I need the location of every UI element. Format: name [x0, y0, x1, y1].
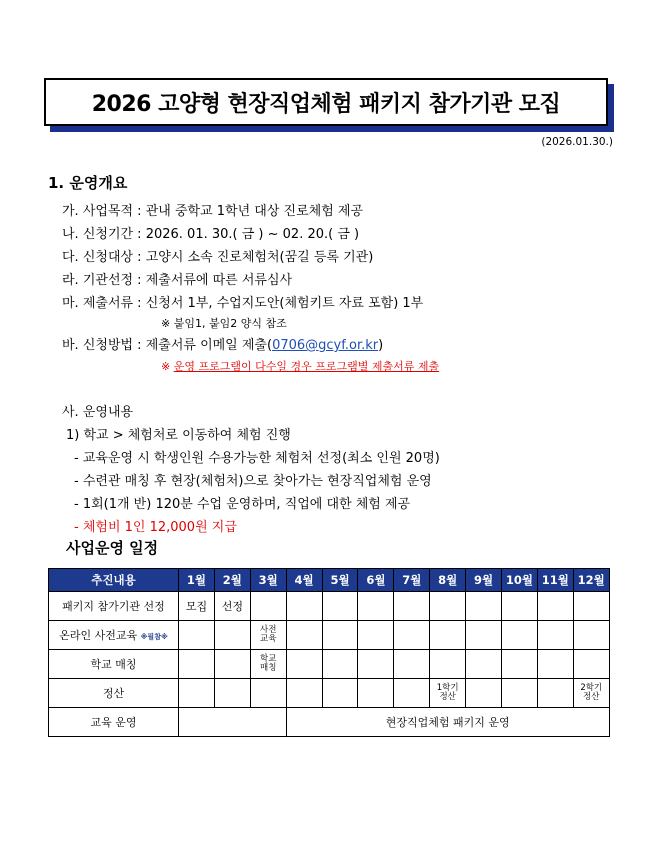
cell-text: 학교	[260, 654, 277, 664]
note-text: 운영 프로그램이 다수일 경우 프로그램별 제출서류 제출	[173, 360, 440, 373]
schedule-cell	[358, 679, 394, 708]
content-item: - 1회(1개 반) 120분 수업 운영하며, 직업에 대한 체험 제공	[74, 497, 411, 512]
header-cell: 6월	[358, 569, 394, 592]
schedule-cell	[394, 650, 430, 679]
schedule-cell	[250, 621, 286, 650]
schedule-cell	[502, 650, 538, 679]
page-title: 2026 고양형 현장직업체험 패키지 참가기관 모집	[44, 78, 608, 126]
content-item: - 교육운영 시 학생인원 수용가능한 체험처 선정(최소 인원 20명)	[74, 451, 440, 466]
item-documents: 마. 제출서류 : 신청서 1부, 수업지도안(체험키트 자료 포함) 1부	[62, 296, 424, 311]
note-multiple-programs	[161, 358, 439, 374]
schedule-cell	[322, 621, 358, 650]
schedule-cell	[466, 592, 502, 621]
schedule-cell	[537, 679, 573, 708]
schedule-cell: 선정	[214, 592, 250, 621]
schedule-cell	[286, 592, 322, 621]
mandatory-badge: ※필참※	[140, 633, 168, 641]
cell-text: 사전	[260, 625, 277, 635]
schedule-cell	[358, 592, 394, 621]
schedule-cell	[466, 679, 502, 708]
schedule-cell	[430, 679, 466, 708]
table-row	[49, 621, 610, 650]
header-cell: 4월	[286, 569, 322, 592]
row-label: 패키지 참가기관 선정	[49, 592, 179, 621]
header-cell: 11월	[537, 569, 573, 592]
cell-text: 1학기	[436, 683, 459, 693]
schedule-cell	[358, 621, 394, 650]
header-cell: 1월	[179, 569, 215, 592]
content-item-fee: - 체험비 1인 12,000원 지급	[74, 520, 237, 535]
schedule-cell	[179, 621, 215, 650]
content-heading: 사. 운영내용	[62, 405, 134, 420]
schedule-cell	[322, 679, 358, 708]
header-cell: 8월	[430, 569, 466, 592]
table-row	[49, 592, 610, 621]
schedule-cell	[430, 592, 466, 621]
schedule-cell	[250, 650, 286, 679]
schedule-cell	[179, 650, 215, 679]
header-cell: 추진내용	[49, 569, 179, 592]
schedule-table	[48, 568, 610, 737]
table-row	[49, 708, 610, 737]
schedule-cell	[573, 650, 609, 679]
table-row	[49, 650, 610, 679]
content-subheading: 1) 학교 > 체험처로 이동하여 체험 진행	[66, 428, 291, 443]
header-cell: 7월	[394, 569, 430, 592]
schedule-cell	[573, 679, 609, 708]
schedule-cell	[537, 621, 573, 650]
item-target: 다. 신청대상 : 고양시 소속 진로체험처(꿈길 등록 기관)	[62, 250, 374, 265]
cell-text: 정산	[439, 692, 456, 702]
schedule-cell	[179, 679, 215, 708]
schedule-cell	[466, 650, 502, 679]
note-attachments: ※ 붙임1, 붙임2 양식 참조	[161, 317, 287, 330]
schedule-cell	[573, 621, 609, 650]
schedule-cell	[502, 679, 538, 708]
schedule-cell	[573, 592, 609, 621]
row-label: 학교 매칭	[49, 650, 179, 679]
note-mark: ※	[161, 360, 174, 373]
schedule-cell	[537, 650, 573, 679]
header-cell: 12월	[573, 569, 609, 592]
schedule-cell	[322, 592, 358, 621]
email-link[interactable]: 0706@gcyf.or.kr	[272, 338, 379, 353]
document-date: (2026.01.30.)	[541, 136, 613, 148]
schedule-cell	[466, 621, 502, 650]
row-label: 교육 운영	[49, 708, 179, 737]
schedule-cell	[214, 679, 250, 708]
schedule-cell	[537, 592, 573, 621]
cell-text: 매칭	[260, 663, 277, 673]
apply-method-close: )	[378, 338, 384, 353]
cell-text: 교육	[260, 634, 277, 644]
schedule-cell	[250, 679, 286, 708]
cell-text: 정산	[583, 692, 600, 702]
schedule-cell	[286, 621, 322, 650]
schedule-cell	[286, 650, 322, 679]
schedule-cell	[179, 708, 287, 737]
header-cell: 2월	[214, 569, 250, 592]
schedule-cell	[214, 650, 250, 679]
schedule-cell	[358, 650, 394, 679]
header-cell: 10월	[502, 569, 538, 592]
item-purpose: 가. 사업목적 : 관내 중학교 1학년 대상 진로체험 제공	[62, 204, 364, 219]
row-label: 정산	[49, 679, 179, 708]
section-heading-overview: 1. 운영개요	[48, 174, 128, 192]
item-selection: 라. 기관선정 : 제출서류에 따른 서류심사	[62, 273, 293, 288]
cell-text: 2학기	[580, 683, 603, 693]
schedule-cell	[394, 621, 430, 650]
schedule-cell	[430, 650, 466, 679]
section-heading-schedule: 사업운영 일정	[66, 539, 159, 557]
schedule-cell	[322, 650, 358, 679]
schedule-span-cell: 현장직업체험 패키지 운영	[286, 708, 609, 737]
table-header-row	[49, 569, 610, 592]
apply-method-text: 바. 신청방법 : 제출서류 이메일 제출(	[62, 338, 273, 353]
schedule-cell	[250, 592, 286, 621]
row-label-text: 온라인 사전교육	[59, 629, 138, 642]
header-cell: 3월	[250, 569, 286, 592]
schedule-cell	[502, 621, 538, 650]
item-apply-method	[62, 334, 383, 353]
schedule-cell	[430, 621, 466, 650]
schedule-cell	[394, 679, 430, 708]
header-cell: 9월	[466, 569, 502, 592]
table-row	[49, 679, 610, 708]
item-period: 나. 신청기간 : 2026. 01. 30.( 금 ) ~ 02. 20.( 금 )	[62, 227, 360, 242]
schedule-cell	[394, 592, 430, 621]
row-label	[49, 621, 179, 650]
header-cell: 5월	[322, 569, 358, 592]
schedule-cell	[214, 621, 250, 650]
schedule-cell	[286, 679, 322, 708]
content-item: - 수련관 매칭 후 현장(체험처)으로 찾아가는 현장직업체험 운영	[74, 474, 432, 489]
schedule-cell: 모집	[179, 592, 215, 621]
schedule-cell	[502, 592, 538, 621]
